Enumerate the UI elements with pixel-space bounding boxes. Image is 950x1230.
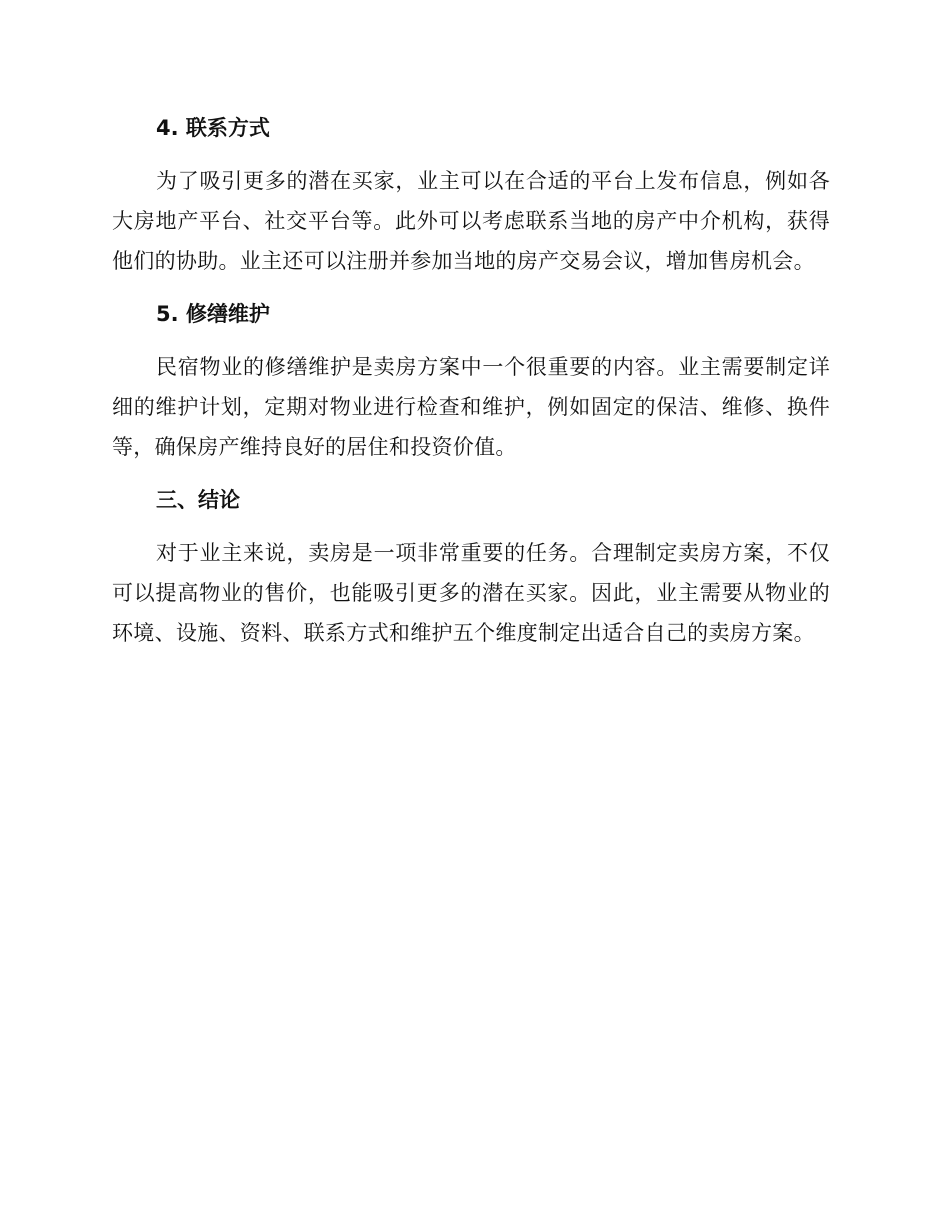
section-heading-conclusion: 三、结论 <box>156 488 240 512</box>
section-heading-maintenance: 5. 修缮维护 <box>156 302 270 326</box>
section-paragraph-contact: 为了吸引更多的潜在买家，业主可以在合适的平台上发布信息，例如各大房地产平台、社交平台等。此外可以考虑联系当地的房产中介机构，获得他们的协助。业主还可以注册并参加当地的房产交易会议，增加售房机会。 <box>112 169 830 273</box>
section-heading-contact: 4. 联系方式 <box>156 116 270 140</box>
document-body <box>112 108 830 653</box>
section-paragraph-conclusion: 对于业主来说，卖房是一项非常重要的任务。合理制定卖房方案，不仅可以提高物业的售价，也能吸引更多的潜在买家。因此，业主需要从物业的环境、设施、资料、联系方式和维护五个维度制定出适合自己的卖房方案。 <box>112 541 830 645</box>
section-paragraph-maintenance: 民宿物业的修缮维护是卖房方案中一个很重要的内容。业主需要制定详细的维护计划，定期对物业进行检查和维护，例如固定的保洁、维修、换件等，确保房产维持良好的居住和投资价值。 <box>112 355 830 459</box>
